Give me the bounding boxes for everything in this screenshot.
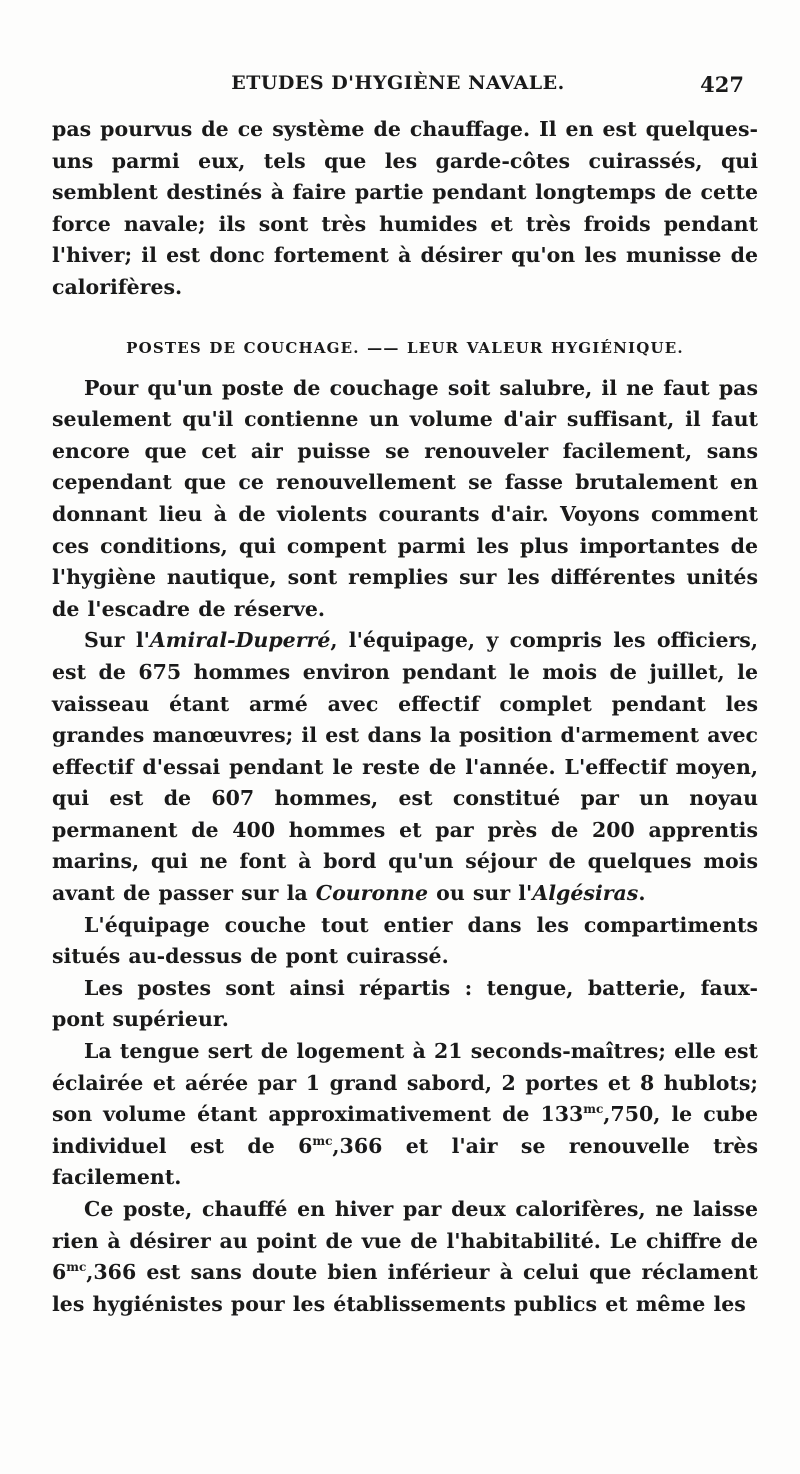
paragraph — [52, 373, 758, 626]
paragraph — [52, 114, 758, 304]
paragraph — [52, 625, 758, 909]
text-run: , l'équipage, y compris les officiers, est de 675 hommes environ pendant le mois de juillet, le vaisseau étant armé avec effectif complet pendant les grandes manœuvres; il est dans la position d'armement avec effectif d'essai pendant le reste de l'année. L'effectif moyen, qui est de 607 hommes, est constitué par un noyau permanent de 400 hommes et par près de 200 apprentis marins, qui ne font à bord qu'un séjour de quelques mois avant de passer sur la — [52, 628, 758, 906]
text-block-section — [52, 373, 758, 1321]
text-block-intro — [52, 114, 758, 304]
page-header — [52, 72, 744, 102]
italic-text: Amiral-Duperré — [149, 628, 331, 653]
text-run: La tengue sert de logement à 21 seconds-maîtres; elle est éclairée et aérée par 1 grand sabord, 2 portes et 8 hublots; son volume étant approximativement de 133 — [52, 1039, 758, 1127]
superscript-unit: mc — [66, 1260, 87, 1275]
superscript-unit: mc — [312, 1133, 333, 1148]
paragraph — [52, 1194, 758, 1320]
italic-text: Couronne — [315, 881, 429, 906]
text-run: ou sur l' — [428, 881, 533, 906]
running-title: ETUDES D'HYGIÈNE NAVALE. — [231, 72, 565, 94]
text-run: Pour qu'un poste de couchage soit salubre, il ne faut pas seulement qu'il contienne un volume d'air suffisant, il faut encore que cet air puisse se renouveler facilement, sans cependant que ce renouvellement se fasse brutalement en donnant lieu à de violents courants d'air. Voyons comment ces conditions, qui compent parmi les plus importantes de l'hygiène nautique, sont remplies sur les différentes unités de l'escadre de réserve. — [52, 375, 758, 621]
text-run: Ce poste, chauffé en hiver par deux calorifères, ne laisse rien à désirer au point de vue de l'habitabilité. Le chiffre de 6 — [52, 1197, 758, 1285]
superscript-unit: mc — [583, 1102, 604, 1117]
italic-text: Algésiras — [532, 881, 639, 906]
text-run: ,366 est sans doute bien inférieur à celui que réclament les hygiénistes pour les établissements publics et même les — [52, 1260, 758, 1316]
paragraph — [52, 973, 758, 1036]
paragraph — [52, 910, 758, 973]
text-run: Sur l' — [84, 628, 150, 653]
paragraph — [52, 1036, 758, 1194]
section-heading: POSTES DE COUCHAGE. —— LEUR VALEUR HYGIÉNIQUE. — [126, 338, 684, 357]
text-run: Les postes sont ainsi répartis : tengue, batterie, faux-pont supérieur. — [52, 975, 758, 1032]
text-run: . — [638, 881, 646, 906]
text-run: ,750, le cube individuel est de 6 — [52, 1102, 758, 1158]
body-text — [52, 114, 758, 1320]
page-number: 427 — [700, 72, 744, 97]
text-run: pas pourvus de ce système de chauffage. Il en est quelques-uns parmi eux, tels que les garde-côtes cuirassés, qui semblent destinés à faire partie pendant longtemps de cette force navale; ils sont très humides et très froids pendant l'hiver; il est donc fortement à désirer qu'on les munisse de calorifères. — [52, 117, 758, 299]
text-run: ,366 et l'air se renouvelle très facilement. — [52, 1133, 758, 1190]
text-run: L'équipage couche tout entier dans les compartiments situés au-dessus de pont cuirassé. — [52, 912, 758, 969]
